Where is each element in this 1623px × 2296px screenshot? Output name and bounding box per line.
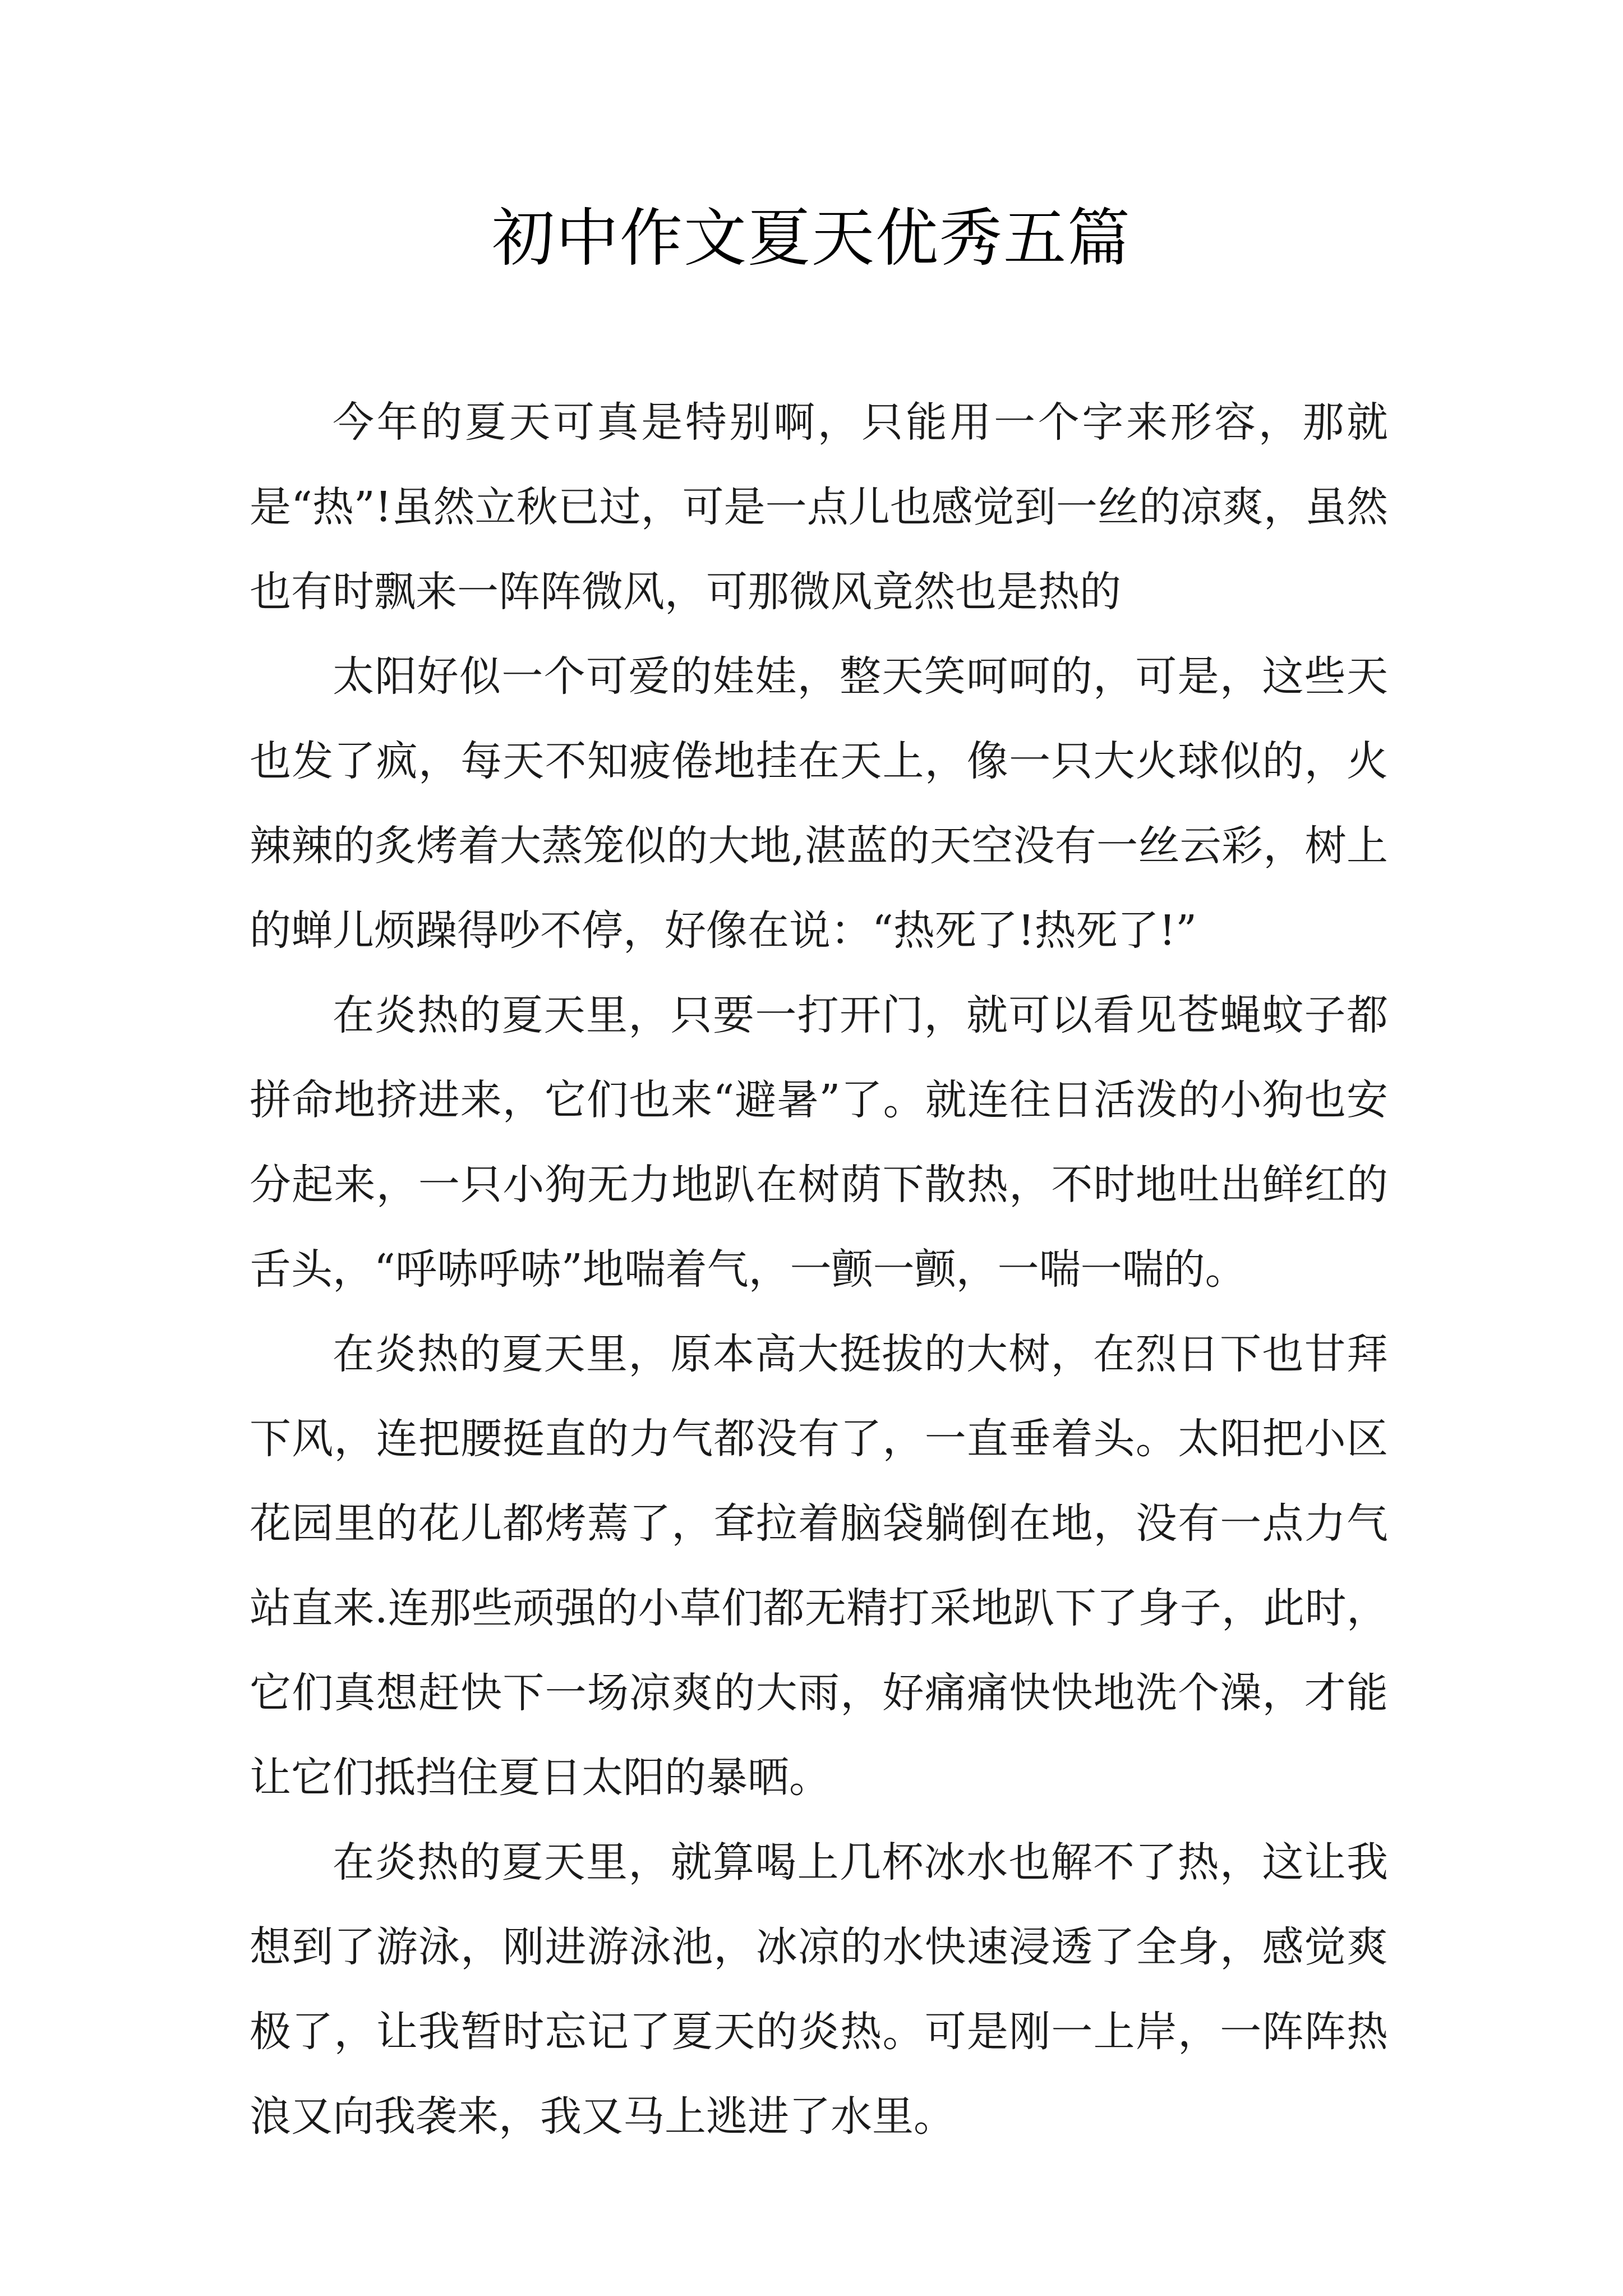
document-title: 初中作文夏天优秀五篇 [492,202,1131,275]
paragraph-4: 在炎热的夏天里，原本高大挺拔的大树，在烈日下也甘拜下风，连把腰挺直的力气都没有了，一直垂着头。太阳把小区花园里的花儿都烤蔫了，耷拉着脑袋躺倒在地，没有一点力气站直来.连那些顽强的小草们都无精打采地趴下了身子，此时，它们真想赶快下一场凉爽的大雨，好痛痛快快地洗个澡，才能让它们抵挡住夏日太阳的暴晒。 [250,1330,1388,1802]
paragraph-1: 今年的夏天可真是特别啊，只能用一个字来形容，那就是“热”!虽然立秋已过，可是一点儿也感觉到一丝的凉爽，虽然也有时飘来一阵阵微风，可那微风竟然也是热的 [250,398,1388,616]
paragraph-3: 在炎热的夏天里，只要一打开门，就可以看见苍蝇蚊子都拼命地挤进来，它们也来“避暑”了。就连往日活泼的小狗也安分起来，一只小狗无力地趴在树荫下散热，不时地吐出鲜红的舌头，“呼哧呼哧”地喘着气，一颤一颤，一喘一喘的。 [250,991,1388,1294]
document-body [250,380,1388,2159]
paragraph-2: 太阳好似一个可爱的娃娃，整天笑呵呵的，可是，这些天也发了疯，每天不知疲倦地挂在天上，像一只大火球似的，火辣辣的炙烤着大蒸笼似的大地,湛蓝的天空没有一丝云彩，树上的蝉儿烦躁得吵不停，好像在说：“热死了!热死了!” [250,652,1388,955]
paragraph-5: 在炎热的夏天里，就算喝上几杯冰水也解不了热，这让我想到了游泳，刚进游泳池，冰凉的水快速浸透了全身，感觉爽极了，让我暂时忘记了夏天的炎热。可是刚一上岸，一阵阵热浪又向我袭来，我又马上逃进了水里。 [250,1838,1388,2141]
